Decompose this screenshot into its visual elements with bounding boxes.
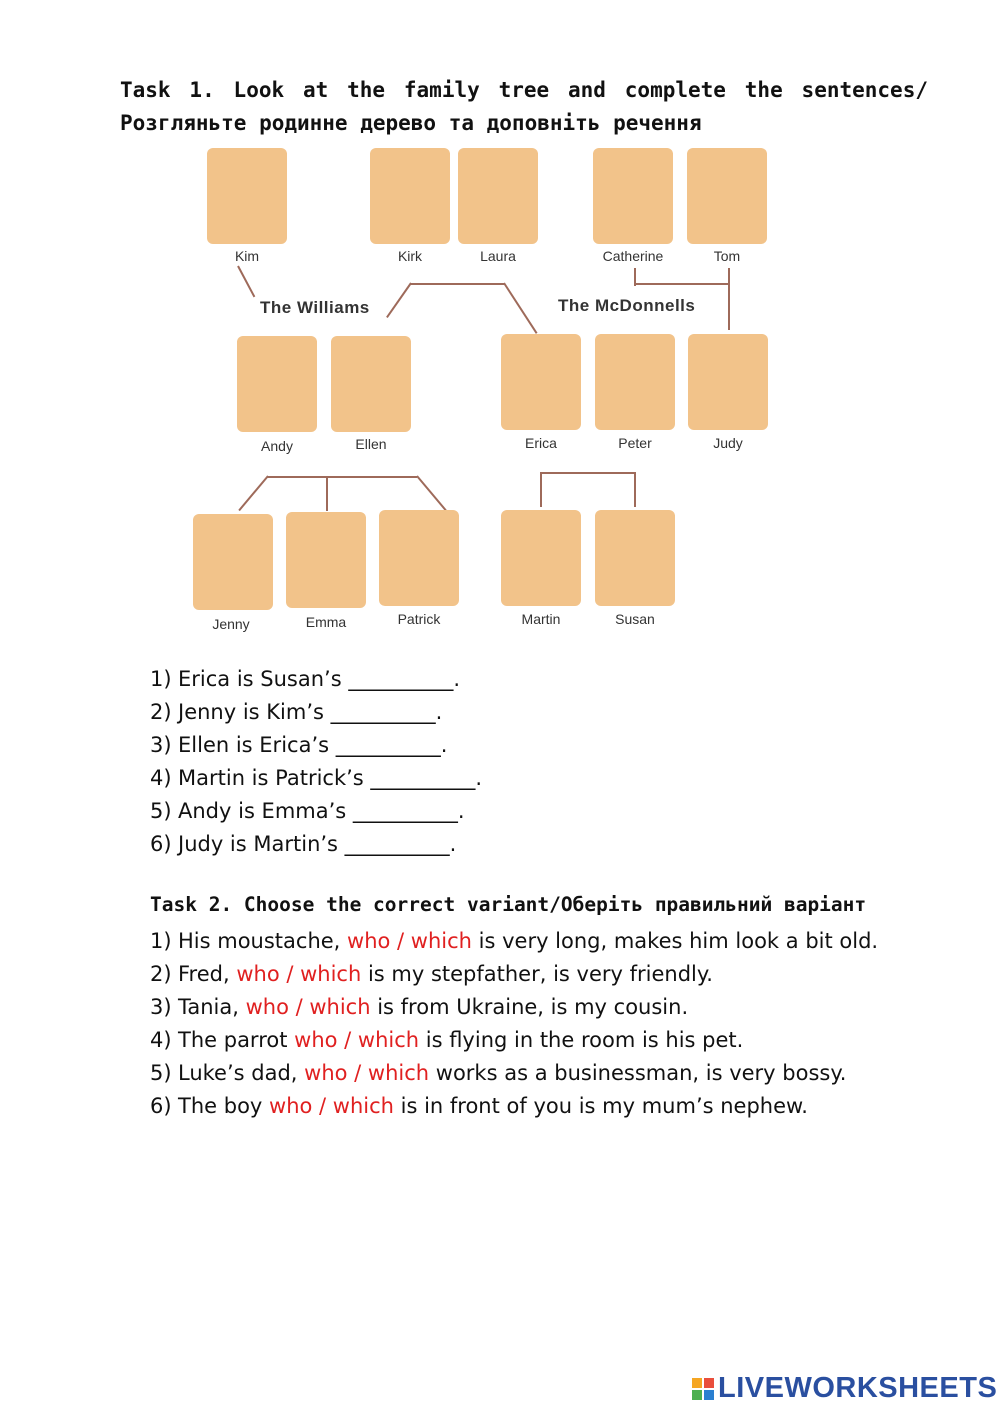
portrait-catherine: [593, 148, 673, 244]
tree-line: [238, 475, 268, 511]
name-erica: Erica: [525, 435, 557, 451]
family-label-mcdonnells: The McDonnells: [558, 296, 696, 315]
portrait-kirk: [370, 148, 450, 244]
list-item: 2) Fred, who / which is my stepfather, is very friendly.: [150, 962, 713, 986]
tree-line: [634, 283, 729, 285]
name-patrick: Patrick: [397, 611, 441, 627]
task2-title: Task 2. Choose the correct variant/Оберіть правильний варіант: [150, 893, 867, 916]
task2-items: [150, 925, 878, 1123]
tree-line: [634, 268, 636, 286]
tree-line: [326, 476, 328, 511]
tree-line: [540, 472, 542, 507]
name-peter: Peter: [618, 435, 652, 451]
name-kim: Kim: [234, 248, 260, 264]
list-item: 1) His moustache, who / which is very long, makes him look a bit old.: [150, 929, 879, 953]
portrait-andy: [237, 336, 317, 432]
portrait-patrick: [379, 510, 459, 606]
list-item: 6) Judy is Martin’s __________.: [150, 832, 457, 856]
portrait-susan: [595, 510, 675, 606]
family-label-williams: The Williams: [260, 298, 370, 317]
logo-text: LIVEWORKSHEETS: [718, 1372, 998, 1404]
family-tree: [185, 138, 790, 638]
list-item: 6) The boy who / which is in front of you is my mum’s nephew.: [150, 1094, 808, 1118]
task1-sentences: [150, 663, 482, 861]
name-tom: Tom: [713, 248, 741, 264]
portrait-judy: [688, 334, 768, 430]
tree-line: [728, 268, 730, 330]
list-item: 2) Jenny is Kim’s __________.: [150, 700, 443, 724]
portrait-ellen: [331, 336, 411, 432]
choice-option[interactable]: who / which: [347, 929, 472, 953]
list-item: 3) Tania, who / which is from Ukraine, is my cousin.: [150, 995, 689, 1019]
name-ellen: Ellen: [355, 436, 387, 452]
name-andy: Andy: [261, 438, 293, 454]
name-susan: Susan: [615, 611, 655, 627]
name-catherine: Catherine: [602, 248, 664, 264]
logo-mark-icon: [692, 1378, 714, 1400]
tree-line: [237, 266, 255, 298]
list-item: 1) Erica is Susan’s __________.: [150, 667, 461, 691]
tree-line: [634, 472, 636, 507]
name-judy: Judy: [713, 435, 743, 451]
tree-line: [540, 472, 636, 474]
choice-option[interactable]: who / which: [236, 962, 362, 986]
tree-line: [267, 476, 417, 478]
tree-line: [503, 282, 537, 333]
tree-line: [416, 475, 446, 511]
list-item: 3) Ellen is Erica’s __________.: [150, 733, 448, 757]
list-item: 5) Andy is Emma’s __________.: [150, 799, 465, 823]
name-jenny: Jenny: [212, 616, 250, 632]
task1-title: Task 1. Look at the family tree and complete the sentences/Розгляньте родинне дерево та доповніть речення: [120, 78, 928, 135]
list-item: 4) Martin is Patrick’s __________.: [150, 766, 483, 790]
tree-line: [410, 283, 505, 285]
choice-option[interactable]: who / which: [294, 1028, 420, 1052]
name-martin: Martin: [521, 611, 561, 627]
name-kirk: Kirk: [397, 248, 423, 264]
list-item: 5) Luke’s dad, who / which works as a businessman, is very bossy.: [150, 1061, 847, 1085]
portrait-martin: [501, 510, 581, 606]
portrait-jenny: [193, 514, 273, 610]
portrait-tom: [687, 148, 767, 244]
list-item: 4) The parrot who / which is flying in the room is his pet.: [150, 1028, 744, 1052]
name-laura: Laura: [480, 248, 516, 264]
liveworksheets-logo[interactable]: [692, 1372, 997, 1405]
portrait-kim: [207, 148, 287, 244]
tree-line: [386, 282, 412, 318]
portrait-erica: [501, 334, 581, 430]
choice-option[interactable]: who / which: [245, 995, 371, 1019]
portrait-laura: [458, 148, 538, 244]
choice-option[interactable]: who / which: [269, 1094, 394, 1118]
name-emma: Emma: [305, 614, 347, 630]
choice-option[interactable]: who / which: [304, 1061, 430, 1085]
portrait-peter: [595, 334, 675, 430]
portrait-emma: [286, 512, 366, 608]
